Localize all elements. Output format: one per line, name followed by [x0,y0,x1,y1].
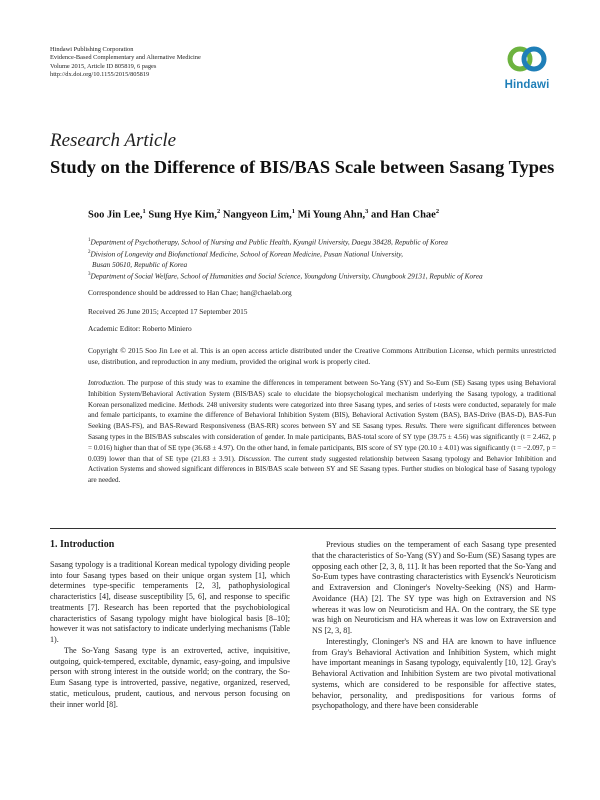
paragraph: Previous studies on the temperament of each Sasang type presented that the characteristics of So-Yang (SY) and So-Eum (SE) Sasang types are opposing each other [2, 3, 8, 11]. It has been reported that the So-Yang and So-Eum types have contrasting characteristics with Eysenck's Neuroticism and Extraversion and Cloninger's Novelty-Seeking (NS) and Harm-Avoidance (HA) [2]. The SY type was high on Extraversion and NS whereas it was low on Neuroticism and HA. On the contrary, the SE type was high on Neuroticism and HA whereas it was low on Extraversion and NS [2, 3, 8]. [312,540,556,635]
right-column [312,540,556,712]
author-affiliation-mark: 1 [291,208,295,215]
t-symbol: t [433,400,436,409]
author-affiliation-mark: 2 [435,208,440,215]
author-name: Nangyeon Lim, [222,209,292,221]
author-name: Mi Young Ahn, [297,209,366,221]
affiliation-text: Department of Social Welfare, School of Humanities and Social Science, Youngdong University, Chungbook 29131, Republic of Korea [90,271,483,281]
affiliations [88,236,558,282]
abstract-methods: 248 university students were categorized into three Sasang types, and series of [204,400,434,409]
affiliation-number: 3 [88,272,91,278]
paragraph: Sasang typology is a traditional Korean medical typology dividing people into four Sasang types based on their unique organ system [1], which determines type-specific temperaments [2, 3], pathophysiological characteristics [4], disease susceptibility [5, 6], and response to specific treatments [7]. Research has been reported that the psychobiological characteristics of Sasang typology might have biological basis [8–10]; however it was not satisfactory to indicate underlying mechanisms (Table 1). [50,559,290,644]
test-statistic: t = 2.462, p = 0.016 [88,432,556,452]
paragraph: Interestingly, Cloninger's NS and HA are known to have influence from Gray's Behavioral Activation and Inhibition System, which might have important meanings in Sasang typology, equivalently [10, 12]. Gray's Behavioral Activation and Inhibition System are two pivotal motivational systems, which are considered to be responsible for affective states, behavior, personality, and predispositions for various forms of psychopathology, and there have been considerable [312,636,556,711]
affiliation-text: Division of Longevity and Biofunctional Medicine, School of Korean Medicine, Pusan National University, [90,249,403,259]
abstract-results-label: Results. [405,422,428,431]
affiliation-3 [88,270,558,282]
affiliation-number: 1 [88,238,91,243]
abstract-intro-label: Introduction. [88,379,125,387]
section-divider [50,528,556,529]
author-list [88,208,439,221]
journal-info [50,46,201,80]
hindawi-logo [497,40,557,104]
affiliation-2-continued: Busan 50610, Republic of Korea [92,259,188,269]
journal-name: Evidence-Based Complementary and Alternative Medicine [50,54,201,62]
abstract-methods-label: Methods. [178,400,205,409]
hindawi-logo-icon [506,40,548,78]
affiliation-2 [88,248,558,260]
article-title: Study on the Difference of BIS/BAS Scale between Sasang Types [50,157,555,177]
test-statistic: t = −2.097, p = 0.039 [88,443,556,463]
abstract [88,378,556,486]
publisher: Hindawi Publishing Corporation [50,46,134,53]
author-affiliation-mark: 2 [216,208,221,215]
author-name: Sung Hye Kim, [148,209,217,221]
abstract-results-cont: ) higher than that of SE type (36.68 ± 4.97). On the other hand, in female participants, BIS score of SY type (20.10 ± 4.01) was significantly ( [109,443,514,452]
copyright-notice: Copyright © 2015 Soo Jin Lee et al. This is an open access article distributed under the Creative Commons Attribution License, which permits unrestricted use, distribution, and reproduction in any medium, provided the original work is properly cited. [88,346,556,366]
abstract-discussion: The current study suggested relationship between Sasang typology and Behavior Inhibition and Activation Systems and showed significant differences in BIS/BAS scale between SY and SE Sasang types. Further studies on biological base of Sasang typology are needed. [88,454,557,485]
logo-text: Hindawi [504,79,550,91]
left-column [50,540,290,710]
affiliation-number: 2 [88,249,91,255]
paragraph: The So-Yang Sasang type is an extroverted, active, inquisitive, outgoing, quick-tempered, excitable, dynamic, easy-going, and impulsive person with strong interest in the outside world; on the contrary, the So-Eum Sasang type is introverted, passive, negative, organized, reserved, static, meticulous, prudent, cautious, and nervous person focusing on their inner world [8]. [50,645,290,709]
abstract-discussion-label: Discussion. [238,454,272,463]
author-affiliation-mark: 3 [365,208,369,215]
doi-link[interactable]: http://dx.doi.org/10.1155/2015/805819 [50,71,150,79]
author-name: and Han Chae [371,209,436,221]
author-name: Soo Jin Lee, [88,209,143,221]
abstract-intro: The purpose of this study was to examine the differences in temperament between So-Yang (SY) and So-Eum (SE) Sasang types using Behavioral Inhibition System/Behavioral Activation System (BIS/BAS) scale to elucidate the biopsychological mechanism underlying the Sasang typology, a traditional Korean personalized medicine. [88,379,556,409]
article-type: Research Article [50,130,177,151]
correspondence: Correspondence should be addressed to Han Chae; han@chaelab.org [88,288,292,297]
received-accepted-dates: Received 26 June 2015; Accepted 17 September 2015 [88,307,248,316]
affiliation-text: Department of Psychotherapy, School of Nursing and Public Health, Kyungil University, Daegu 38428, Republic of Korea [90,237,448,247]
academic-editor: Academic Editor: Roberto Miniero [88,324,192,333]
affiliation-1 [88,236,558,248]
abstract-methods-cont: -tests were conducted, separately for male and female participants, to examine the difference of Behavioral Inhibition System (BIS), Behavioral Activation System (BAS), BAS-Drive (BAS-D), BAS-Fun Seeking (BAS-FS), and BAS-Reward Responsiveness (BAS-RR) scores between SY and SE Sasang types. [88,400,556,431]
volume-info: Volume 2015, Article ID 805819, 6 pages [50,62,157,70]
abstract-results-end: ) lower than that of SE type (21.83 ± 3.91). [103,454,239,463]
section-heading: 1. Introduction [50,539,115,550]
author-affiliation-mark: 1 [142,208,146,215]
abstract-results: There were significant differences between Sasang types in the BIS/BAS subscales with consideration of gender. In male participants, BAS-total score of SY type (39.75 ± 4.56) was significantly ( [88,422,556,441]
